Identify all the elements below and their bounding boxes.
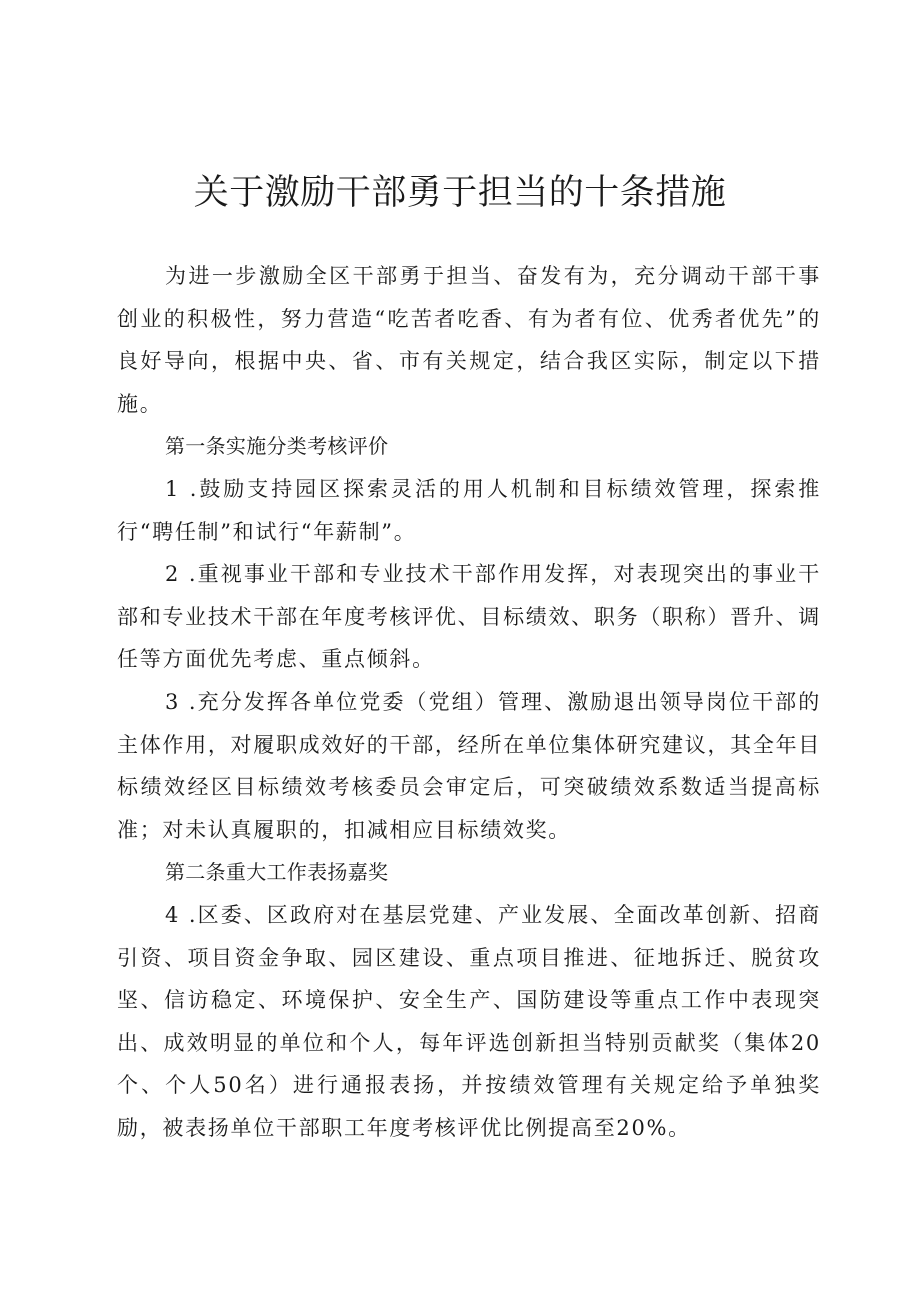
section-heading-2: 第二条重大工作表扬嘉奖 [165, 860, 389, 885]
intro-paragraph: 为进一步激励全区干部勇于担当、奋发有为，充分调动干部干事创业的积极性，努力营造“吃苦者吃香、有为者有位、优秀者优先”的良好导向，根据中央、省、市有关规定，结合我区实际，制定以下措施。 [117, 264, 821, 416]
article-item-2: 2 .重视事业干部和专业技术干部作用发挥，对表现突出的事业干部和专业技术干部在年度考核评优、目标绩效、职务（职称）晋升、调任等方面优先考虑、重点倾斜。 [117, 562, 821, 672]
document-title: 关于激励干部勇于担当的十条措施 [193, 173, 727, 213]
document-body [117, 255, 821, 1149]
section-heading-1: 第一条实施分类考核评价 [165, 434, 389, 459]
article-item-3: 3 .充分发挥各单位党委（党组）管理、激励退出领导岗位干部的主体作用，对履职成效好的干部，经所在单位集体研究建议，其全年目标绩效经区目标绩效考核委员会审定后，可突破绩效系数适当提高标准；对未认真履职的，扣减相应目标绩效奖。 [117, 689, 821, 842]
article-item-1: 1 .鼓励支持园区探索灵活的用人机制和目标绩效管理，探索推行“聘任制”和试行“年薪制”。 [117, 476, 821, 544]
article-item-4: 4 .区委、区政府对在基层党建、产业发展、全面改革创新、招商引资、项目资金争取、园区建设、重点项目推进、征地拆迁、脱贫攻坚、信访稳定、环境保护、安全生产、国防建设等重点工作中表现突出、成效明显的单位和个人，每年评选创新担当特别贡献奖（集体20个、个人50名）进行通报表扬，并按绩效管理有关规定给予单独奖励，被表扬单位干部职工年度考核评优比例提高至20%。 [117, 902, 821, 1140]
